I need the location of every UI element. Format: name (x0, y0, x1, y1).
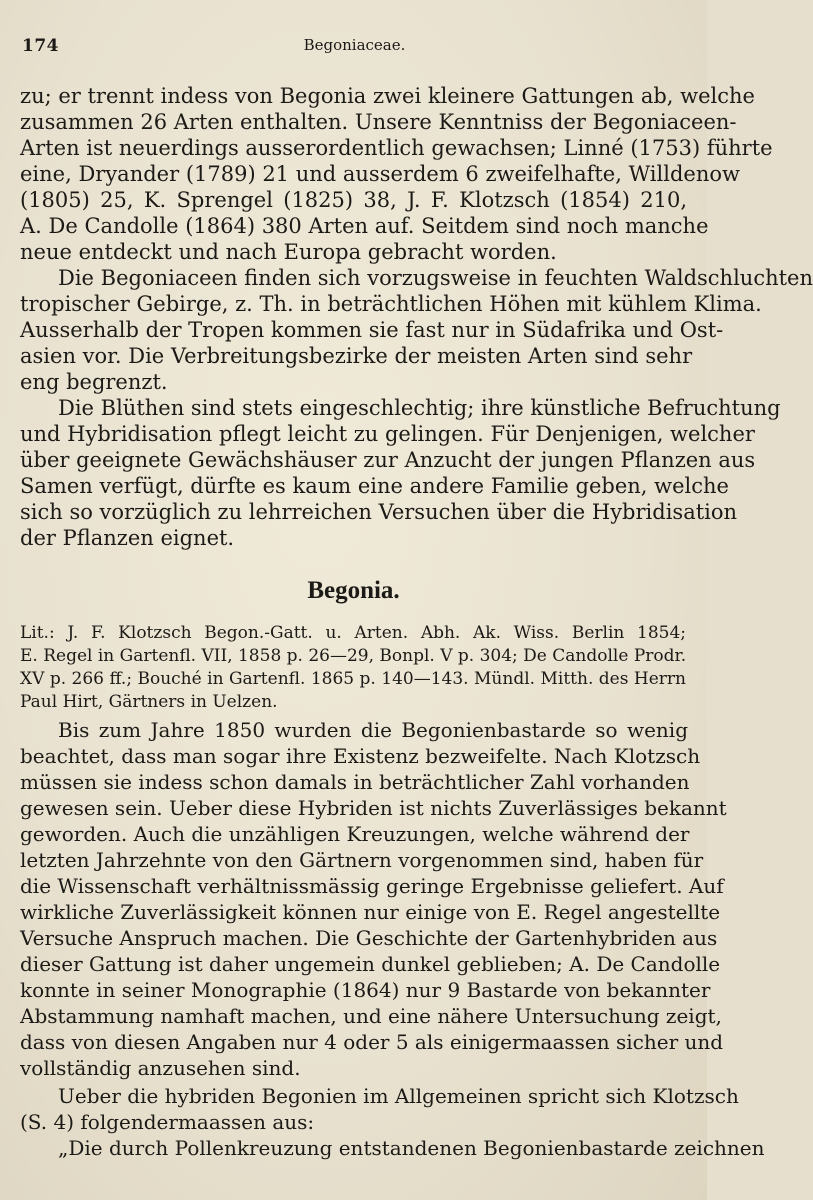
paragraph-line: eng begrenzt. (20, 370, 168, 394)
paragraph-line: zu; er trennt indess von Begonia zwei kleinere Gattungen ab, welche (20, 84, 755, 108)
literature-line: XV p. 266 ff.; Bouché in Gartenfl. 1865 p. 140—143. Mündl. Mitth. des Herrn (20, 669, 686, 689)
paragraph-line: dieser Gattung ist daher ungemein dunkel geblieben; A. De Candolle (20, 952, 721, 976)
paragraph-line: „Die durch Pollenkreuzung entstandenen Begonienbastarde zeichnen (58, 1136, 765, 1160)
paragraph-line: die Wissenschaft verhältnissmässig geringe Ergebnisse geliefert. Auf (20, 874, 724, 898)
paragraph-line: Abstammung namhaft machen, und eine nähere Untersuchung zeigt, (20, 1004, 722, 1028)
paragraph-line: beachtet, dass man sogar ihre Existenz bezweifelte. Nach Klotzsch (20, 744, 701, 768)
paragraph-line: neue entdeckt und nach Europa gebracht worden. (20, 240, 557, 264)
paragraph-line: Samen verfügt, dürfte es kaum eine andere Familie geben, welche (20, 474, 729, 498)
paragraph-line: gewesen sein. Ueber diese Hybriden ist nichts Zuverlässiges bekannt (20, 796, 727, 820)
paragraph-line: letzten Jahrzehnte von den Gärtnern vorgenommen sind, haben für (20, 848, 704, 872)
section-heading: Begonia. (307, 577, 400, 604)
paragraph-line: (S. 4) folgendermaassen aus: (20, 1110, 315, 1134)
literature-line: Lit.: J. F. Klotzsch Begon.-Gatt. u. Arten. Abh. Ak. Wiss. Berlin 1854; (20, 623, 686, 643)
paragraph-line: (1805) 25, K. Sprengel (1825) 38, J. F. Klotzsch (1854) 210, (20, 188, 687, 212)
page-number: 174 (22, 36, 59, 56)
literature-line: Paul Hirt, Gärtners in Uelzen. (20, 692, 278, 712)
literature-line: E. Regel in Gartenfl. VII, 1858 p. 26—29, Bonpl. V p. 304; De Candolle Prodr. (20, 646, 687, 666)
paragraph-line: Ueber die hybriden Begonien im Allgemeinen spricht sich Klotzsch (58, 1084, 739, 1108)
paragraph-line: eine, Dryander (1789) 21 und ausserdem 6 zweifelhafte, Willdenow (20, 162, 740, 186)
paragraph-line: vollständig anzusehen sind. (20, 1056, 301, 1080)
paragraph-line: geworden. Auch die unzähligen Kreuzungen, welche während der (20, 822, 690, 846)
paragraph-line: müssen sie indess schon damals in beträchtlicher Zahl vorhanden (20, 770, 690, 794)
paragraph-line: Bis zum Jahre 1850 wurden die Begonienbastarde so wenig (58, 718, 688, 742)
page-header (22, 36, 687, 60)
paragraph-line: der Pflanzen eignet. (20, 526, 235, 550)
paragraph-line: sich so vorzüglich zu lehrreichen Versuchen über die Hybridisation (20, 500, 738, 524)
paragraph-line: und Hybridisation pflegt leicht zu gelingen. Für Denjenigen, welcher (20, 422, 755, 446)
paragraph-line: Versuche Anspruch machen. Die Geschichte der Gartenhybriden aus (20, 926, 718, 950)
paragraph-line: über geeignete Gewächshäuser zur Anzucht der jungen Pflanzen aus (20, 448, 756, 472)
paragraph-line: asien vor. Die Verbreitungsbezirke der meisten Arten sind sehr (20, 344, 693, 368)
paragraph-line: tropischer Gebirge, z. Th. in beträchtlichen Höhen mit kühlem Klima. (20, 292, 762, 316)
paragraph-line: Ausserhalb der Tropen kommen sie fast nur in Südafrika und Ost- (20, 318, 724, 342)
paragraph-line: wirkliche Zuverlässigkeit können nur einige von E. Regel angestellte (20, 900, 721, 924)
paragraph-line: zusammen 26 Arten enthalten. Unsere Kenntniss der Begoniaceen- (20, 110, 737, 134)
paragraph-line: Die Blüthen sind stets eingeschlechtig; ihre künstliche Befruchtung (58, 396, 781, 420)
paragraph-line: dass von diesen Angaben nur 4 oder 5 als einigermaassen sicher und (20, 1030, 724, 1054)
running-title: Begoniaceae. (303, 36, 406, 54)
paragraph-line: Arten ist neuerdings ausserordentlich gewachsen; Linné (1753) führte (20, 136, 773, 160)
paragraph-line: A. De Candolle (1864) 380 Arten auf. Seitdem sind noch manche (20, 214, 709, 238)
paragraph-line: Die Begoniaceen finden sich vorzugsweise in feuchten Waldschluchten (58, 266, 813, 290)
paragraph-line: konnte in seiner Monographie (1864) nur 9 Bastarde von bekannter (20, 978, 711, 1002)
